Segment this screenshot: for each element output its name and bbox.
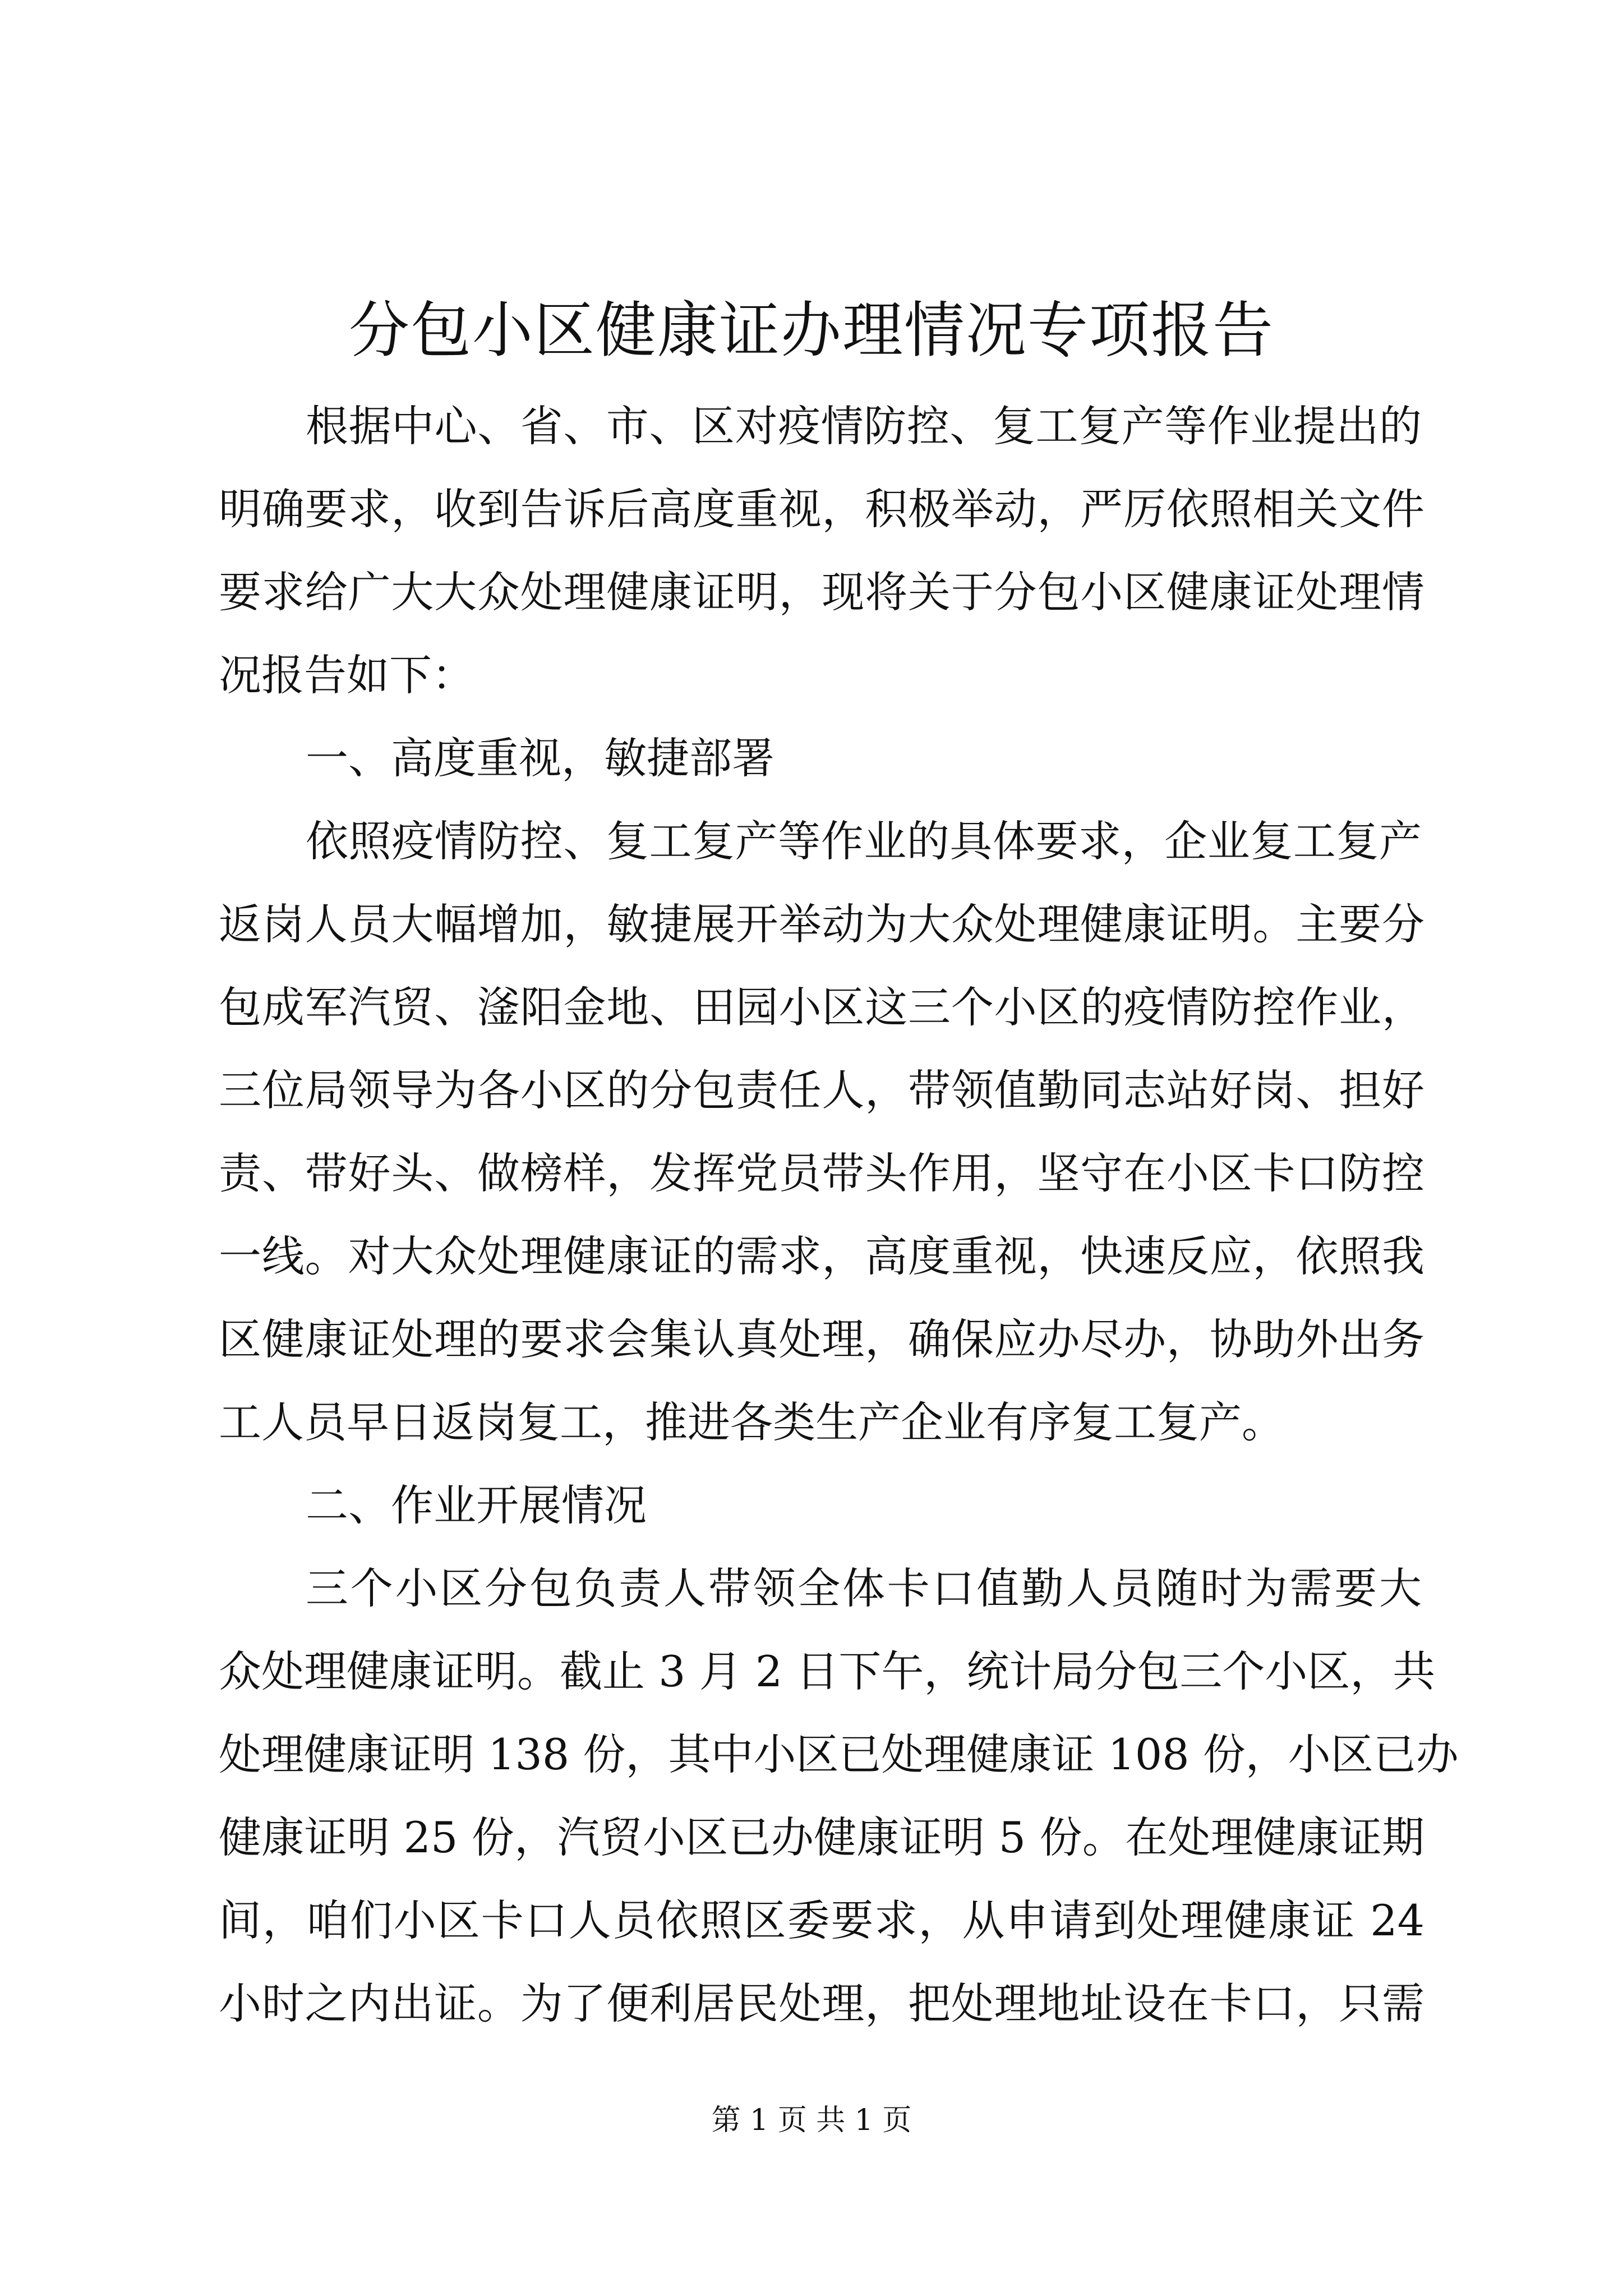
paragraph-line-9: 责、带好头、做榜样，发挥党员带头作用，坚守在小区卡口防控 (219, 1148, 1424, 1198)
paragraph-line-18: 小时之内出证。为了便利居民处理，把处理地址设在卡口，只需 (219, 1978, 1424, 2028)
page-number-footer: 第 1 页 共 1 页 (711, 2104, 912, 2137)
paragraph-line-8: 三位局领导为各小区的分包责任人，带领值勤同志站好岗、担好 (219, 1065, 1424, 1115)
paragraph-line-11: 区健康证处理的要求会集认真处理，确保应办尽办，协助外出务 (219, 1314, 1424, 1364)
paragraph-line-2: 明确要求，收到告诉后高度重视，积极举动，严厉依照相关文件 (219, 484, 1424, 534)
section-heading-1: 一、高度重视，敏捷部署 (306, 733, 774, 783)
document-title: 分包小区健康证办理情况专项报告 (348, 296, 1274, 366)
paragraph-line-16: 健康证明 25 份，汽贸小区已办健康证明 5 份。在处理健康证期 (219, 1812, 1424, 1862)
paragraph-line-17: 间，咱们小区卡口人员依照区委要求，从申请到处理健康证 24 (219, 1895, 1424, 1945)
paragraph-line-14: 众处理健康证明。截止 3 月 2 日下午，统计局分包三个小区，共 (219, 1646, 1436, 1696)
paragraph-line-4: 况报告如下： (219, 650, 474, 700)
paragraph-line-7: 包成军汽贸、滏阳金地、田园小区这三个小区的疫情防控作业， (219, 982, 1424, 1032)
paragraph-line-13: 三个小区分包负责人带领全体卡口值勤人员随时为需要大 (306, 1563, 1422, 1613)
paragraph-line-5: 依照疫情防控、复工复产等作业的具体要求，企业复工复产 (306, 816, 1422, 866)
paragraph-line-15: 处理健康证明 138 份，其中小区已处理健康证 108 份，小区已办 (219, 1729, 1459, 1779)
section-heading-2: 二、作业开展情况 (306, 1480, 647, 1530)
paragraph-line-3: 要求给广大大众处理健康证明，现将关于分包小区健康证处理情 (219, 567, 1424, 617)
paragraph-line-12: 工人员早日返岗复工，推进各类生产企业有序复工复产。 (219, 1397, 1284, 1447)
paragraph-line-6: 返岗人员大幅增加，敏捷展开举动为大众处理健康证明。主要分 (219, 899, 1424, 949)
paragraph-line-1: 根据中心、省、市、区对疫情防控、复工复产等作业提出的 (306, 401, 1422, 451)
paragraph-line-10: 一线。对大众处理健康证的需求，高度重视，快速反应，依照我 (219, 1231, 1424, 1281)
